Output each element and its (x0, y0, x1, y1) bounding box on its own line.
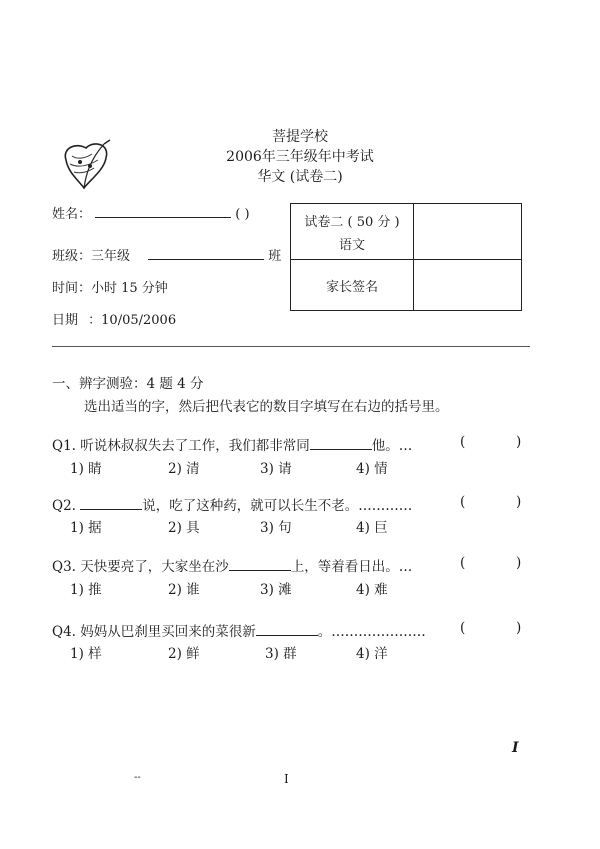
date-field (52, 309, 176, 328)
name-input-line[interactable] (95, 204, 231, 218)
scan-mark-center: I (284, 772, 289, 786)
date-label: 日期 (52, 313, 79, 328)
exam-title: 2006年三年级年中考试 (226, 149, 374, 165)
option-2: 2) 谁 (168, 582, 200, 598)
option-2: 2) 鲜 (168, 646, 200, 662)
score-cell[interactable] (414, 204, 522, 260)
answer-blank[interactable] (229, 558, 291, 571)
question-number: Q1. (52, 438, 76, 454)
answer-blank[interactable] (80, 497, 142, 510)
section-divider (52, 346, 530, 347)
answer-paren-open: ( (460, 620, 466, 636)
answer-paren-close: ) (516, 620, 522, 636)
question-number: Q4. (52, 624, 76, 640)
option-1: 1) 据 (70, 520, 102, 536)
parent-sign-cell[interactable] (414, 260, 522, 311)
question-text-after: 说，吃了这种药，就可以长生不老。………… (142, 498, 413, 514)
answer-paren-close: ) (516, 434, 522, 450)
option-1: 1) 样 (70, 646, 102, 662)
name-field (52, 203, 250, 222)
class-suffix: 班 (268, 249, 282, 264)
question-text-after: 上，等着看日出。… (290, 559, 413, 575)
option-4: 4) 巨 (356, 520, 388, 536)
parent-sign-label: 家长签名 (291, 260, 414, 311)
option-2: 2) 清 (168, 461, 200, 477)
question-number: Q3. (52, 559, 76, 575)
paper-score-label-line1: 试卷二 ( 50 分 ) (304, 214, 400, 230)
paper-subject: 华文 (试卷二) (257, 169, 343, 185)
option-1: 1) 睛 (70, 461, 102, 477)
option-3: 3) 群 (265, 646, 297, 662)
option-2: 2) 具 (168, 520, 200, 536)
answer-paren-close: ) (516, 494, 522, 510)
option-4: 4) 洋 (356, 646, 388, 662)
question-3 (52, 555, 412, 575)
class-label: 班级：三年级 (52, 249, 131, 264)
section-title: 一、辨字测验：4 题 4 分 (52, 376, 204, 392)
page-mark: I (512, 740, 519, 756)
question-number: Q2. (52, 498, 76, 514)
question-text-before: 妈妈从巴刹里买回来的菜很新 (80, 624, 256, 640)
question-1 (52, 434, 412, 454)
time-field: 时间：小时 15 分钟 (52, 281, 168, 296)
option-3: 3) 句 (260, 520, 292, 536)
answer-paren-close: ) (516, 555, 522, 571)
option-3: 3) 请 (260, 461, 292, 477)
option-4: 4) 情 (356, 461, 388, 477)
section-instruction: 选出适当的字，然后把代表它的数目字填写在右边的括号里。 (84, 399, 449, 415)
option-1: 1) 推 (70, 582, 102, 598)
paper-score-label (291, 204, 414, 260)
question-text-before: 天快要亮了，大家坐在沙 (80, 559, 229, 575)
question-text-before: 听说林叔叔失去了工作，我们都非常同 (80, 438, 310, 454)
name-label: 姓名： (52, 207, 92, 222)
scan-mark-left: -- (134, 772, 141, 783)
answer-paren-open: ( (460, 494, 466, 510)
class-field (52, 245, 281, 264)
question-4 (52, 620, 426, 640)
option-3: 3) 滩 (260, 582, 292, 598)
school-name: 菩提学校 (272, 129, 328, 145)
class-input-line[interactable] (148, 246, 264, 260)
option-4: 4) 难 (356, 582, 388, 598)
question-text-after: 他。… (371, 438, 413, 454)
question-text-after: 。………………… (317, 624, 426, 640)
answer-blank[interactable] (310, 437, 372, 450)
question-2 (52, 494, 412, 514)
answer-blank[interactable] (256, 623, 318, 636)
paper-score-label-line2: 语文 (338, 237, 365, 253)
score-table (290, 203, 522, 311)
date-value: ：10/05/2006 (88, 313, 177, 328)
answer-paren-open: ( (460, 555, 466, 571)
answer-paren-open: ( (460, 434, 466, 450)
name-index-paren: ( ) (235, 207, 250, 222)
